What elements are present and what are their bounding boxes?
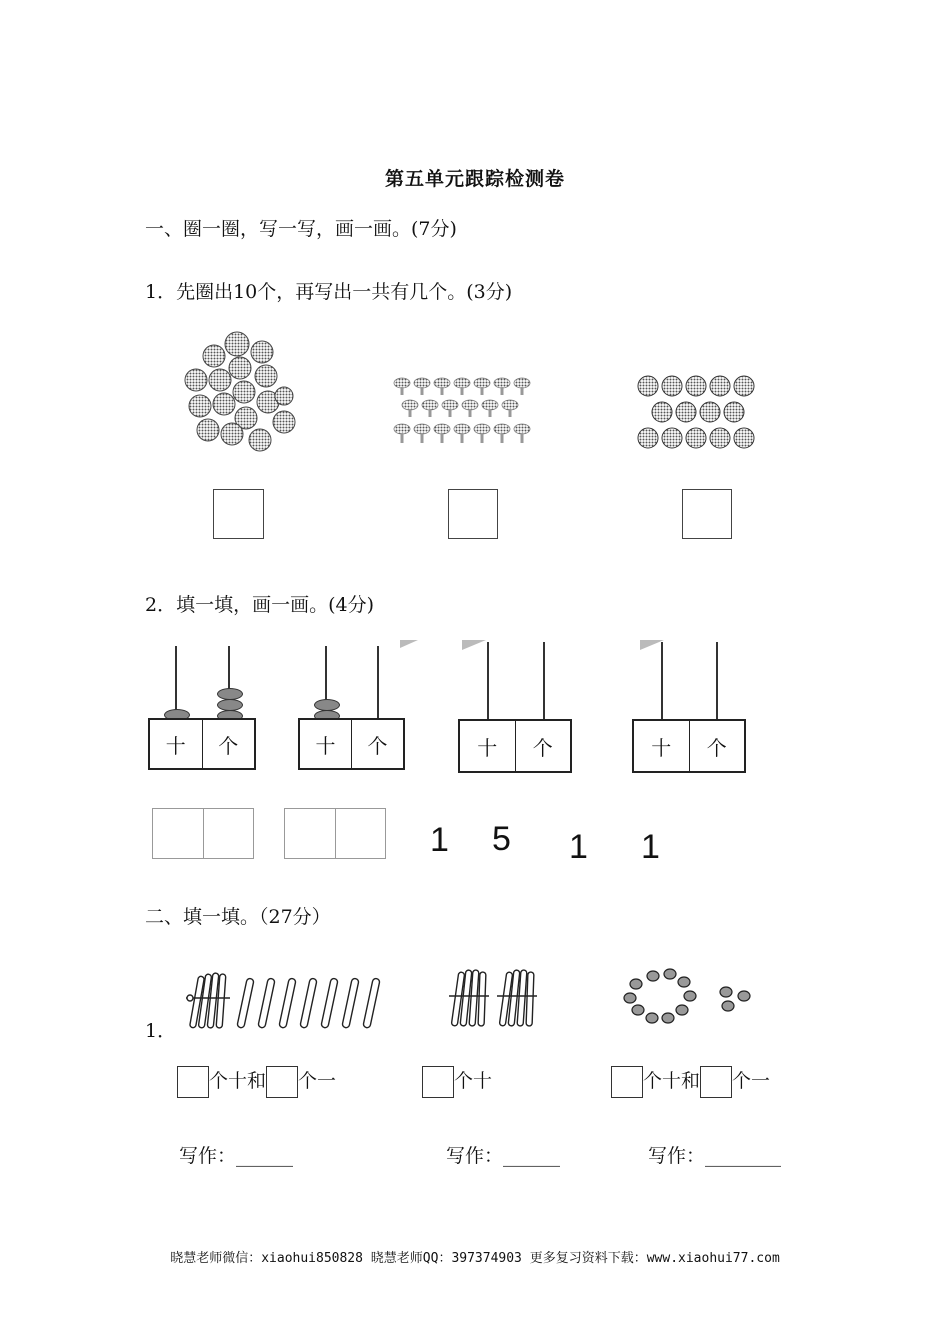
question1-label: 1．先圈出10个，再写出一共有几个。(3分)	[145, 281, 513, 303]
number-digit: 1	[569, 828, 588, 866]
write-blank[interactable]: ______	[236, 1145, 294, 1167]
fold-mark	[400, 640, 418, 648]
place-value-box	[632, 719, 746, 773]
tens-label: 十	[300, 720, 352, 768]
balls-icon	[180, 330, 300, 455]
write-as-2	[446, 1141, 560, 1168]
answer-box-mushrooms[interactable]	[448, 489, 498, 539]
answer-box-balls[interactable]	[213, 489, 264, 539]
fill-text: 个一	[298, 1070, 337, 1092]
ones-label: 个	[532, 735, 553, 760]
fill-text: 个一	[732, 1070, 771, 1092]
section1-heading: 一、圈一圈，写一写，画一画。(7分)	[145, 218, 457, 240]
ones-rod	[377, 646, 379, 718]
answer-box[interactable]	[700, 1066, 732, 1098]
apples-icon	[636, 372, 768, 452]
write-label: 写作：	[648, 1145, 706, 1167]
answer-box[interactable]	[611, 1066, 643, 1098]
answer-box-apples[interactable]	[682, 489, 732, 539]
answer-box[interactable]	[177, 1066, 209, 1098]
ones-label: 个	[367, 733, 388, 758]
write-blank[interactable]: ______	[503, 1145, 561, 1167]
ones-label: 个	[218, 733, 239, 758]
ones-rod	[716, 642, 718, 720]
fill-text: 个十和	[643, 1070, 701, 1092]
tens-label: 十	[460, 721, 516, 771]
tens-rod	[175, 646, 177, 718]
page-title: 第五单元跟踪检测卷	[384, 168, 565, 190]
place-value-box	[458, 719, 572, 773]
answer-box[interactable]	[422, 1066, 454, 1098]
footer-text: 晓慧老师微信：xiaohui850828 晓慧老师QQ：397374903 更多复习资料下载：www.xiaohui77.com	[170, 1251, 780, 1266]
bead-ring-icon	[618, 968, 758, 1028]
place-value-box	[148, 718, 256, 770]
stick-bundle-icon	[182, 968, 382, 1034]
question2-label: 2．填一填，画一画。(4分)	[145, 594, 375, 616]
fill-text: 个十和	[209, 1070, 267, 1092]
tens-rod	[487, 642, 489, 720]
fill-text: 个十	[454, 1070, 493, 1092]
number-digit: 1	[641, 828, 660, 866]
answer-grid-2[interactable]	[284, 808, 386, 859]
s2-question1-label: 1．	[145, 1020, 177, 1042]
tens-label: 十	[634, 721, 690, 771]
write-as-3	[648, 1141, 781, 1168]
number-digit: 5	[492, 820, 511, 858]
place-value-box	[298, 718, 405, 770]
answer-box[interactable]	[266, 1066, 298, 1098]
mushrooms-icon	[392, 375, 537, 450]
fill-item-1	[177, 1066, 336, 1098]
tens-label: 十	[150, 720, 203, 768]
number-digit: 1	[430, 821, 449, 859]
ones-label: 个	[706, 735, 727, 760]
write-blank[interactable]: ________	[705, 1145, 782, 1167]
tens-rod	[661, 642, 663, 720]
write-label: 写作：	[446, 1145, 504, 1167]
section2-heading: 二、填一填。（27分）	[145, 906, 331, 928]
fold-mark	[462, 640, 486, 650]
answer-grid-1[interactable]	[152, 808, 254, 859]
two-bundles-icon	[445, 966, 545, 1030]
fill-item-3	[611, 1066, 770, 1098]
write-label: 写作：	[179, 1145, 237, 1167]
ones-rod	[543, 642, 545, 720]
write-as-1	[179, 1141, 293, 1168]
fill-item-2	[422, 1066, 492, 1098]
